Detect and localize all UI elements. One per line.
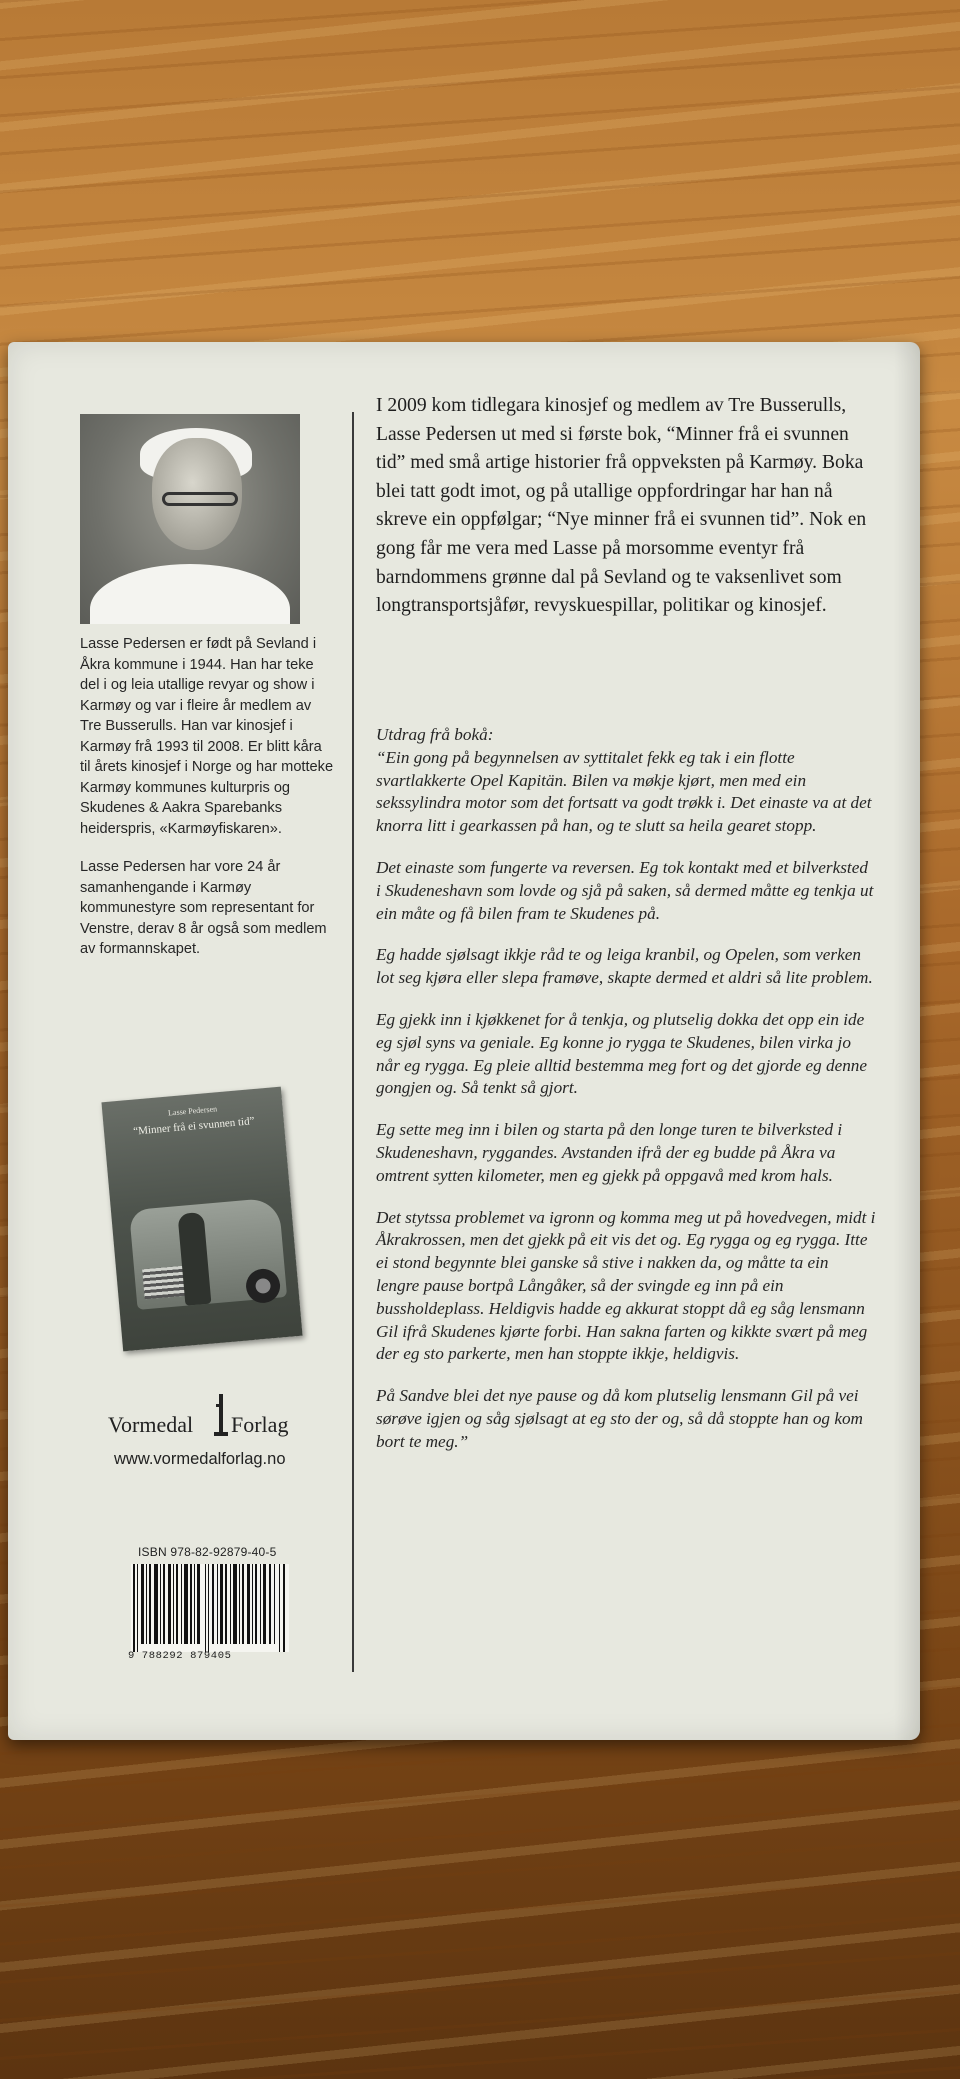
author-shirt	[90, 564, 290, 624]
book-intro: I 2009 kom tidlegara kinosjef og medlem av Tre Busserulls, Lasse Pedersen ut med si første bok, “Minner frå ei svunnen tid” med små artige historier frå oppveksten på Karmøy. Boka blei tatt godt imot, og på utallige oppfordringar har han nå skreve ein oppfølgar; “Nye minner frå ei svunnen tid”. Nok en gong får me vera med Lasse på morsomme eventyr frå barndommens grønne dal på Sevland og te vaksenlivet som longtransportsjåfør, revyskuespillar, politikar og kinosjef.	[376, 395, 867, 617]
isbn-label: ISBN 978-82-92879-40-5	[138, 1545, 277, 1559]
excerpt-heading: Utdrag frå bokå:	[376, 725, 494, 744]
author-bio	[80, 634, 335, 978]
book-back-cover	[8, 342, 920, 1740]
publisher-name-part-2: Forlag	[231, 1412, 289, 1437]
publisher-name-part-1: Vormedal	[108, 1412, 194, 1437]
excerpt-paragraph: Eg sette meg inn i bilen og starta på den longe turen te bilverksted i Skudeneshavn, ryggandes. Avstanden ifrå der eg budde på Åkra va omtrent sytten kilometer, men eg gjekk på oppgavå med krom hals.	[376, 1120, 843, 1185]
barcode-icon	[131, 1564, 289, 1652]
book-excerpt	[376, 724, 876, 1473]
author-glasses	[162, 492, 238, 506]
excerpt-paragraph: Det einaste som fungerte va reversen. Eg tok kontakt med et bilverksted i Skudeneshavn som lovde og sjå på saken, så dermed måtte eg tenkja ut ein måte og få bilen fram te Skudenes på.	[376, 857, 874, 923]
excerpt-paragraph: “Ein gong på begynnelsen av syttitalet fekk eg tak i ein flotte svartlakkerte Opel Kapitän. Bilen va møkje kjørt, men med ein sekssylindra motor som det fortsatt va godt trøkk i. Det einaste va at det knorra litt i gearkassen på han, og te slutt sa heila gearet stopp.	[376, 747, 872, 836]
publisher-logo	[108, 1402, 318, 1442]
column-divider	[352, 412, 354, 1672]
barcode-digits: 9 788292 879405	[128, 1650, 232, 1662]
publisher-mark-icon	[214, 1394, 228, 1438]
bio-paragraph-2: Lasse Pedersen har vore 24 år samanhengande i Karmøy kommunestyre som representant for Venstre, derav 8 år også som medlem av formannskapet.	[80, 859, 327, 957]
excerpt-paragraph: Det stytssa problemet va igronn og komma meg ut på hovedvegen, midt i Åkrakrossen, men det gjekk på eit vis det og. Eg rygga og eg rygga. Itte ei stond begynnte blei ganske så stive i nakken da, og måtte ta ein lengre pause bortpå Långåker, så der svingde eg inn på ein bussholdeplass. Heldigvis hadde eg akkurat stoppt då eg såg lensmann Gil ifrå Skudenes kjørte forbi. Han sakna farten og kikkte svært på meg der eg sto parkerte, men han stoppte ikkje, heldigvis.	[376, 1207, 876, 1364]
author-photo	[80, 414, 300, 624]
bio-paragraph-1: Lasse Pedersen er født på Sevland i Åkra kommune i 1944. Han har teke del i og leia utallige revyar og show i Karmøy og var i fleire år medlem av Tre Busserulls. Han var kinosjef i Karmøy frå 1993 til 2008. Er blitt kåra til årets kinosjef i Norge og har motteke Karmøy kommunes kulturpris og Skudenes & Aakra Sparebanks heiderspris, «Karmøyfiskaren».	[80, 636, 334, 837]
book-edge	[894, 342, 920, 1740]
excerpt-paragraph: Eg hadde sjølsagt ikkje råd te og leiga kranbil, og Opelen, som verken lot seg kjøra eller slepa framøve, skapte dermed et aldri så lite problem.	[376, 945, 873, 988]
previous-book-author: Lasse Pedersen	[167, 1104, 218, 1118]
previous-book-title: “Minner frå ei svunnen tid”	[132, 1115, 255, 1138]
excerpt-paragraph: På Sandve blei det nye pause og då kom plutselig lensmann Gil på vei sørøve igjen og såg sjølsagt at eg sto der og, så då stoppte han og kom bort te meg.”	[376, 1386, 863, 1451]
publisher-website: www.vormedalforlag.no	[114, 1450, 286, 1468]
previous-book-cover	[101, 1087, 302, 1352]
excerpt-paragraph: Eg gjekk inn i kjøkkenet for å tenkja, og plutselig dokka det opp ein ide eg sjøl syns va geniale. Eg konne jo rygga te Skudenes, bilen virka jo når eg rygga. Eg pleie alltid bestemma meg fort og det gjorde eg denne gongjen og. Så tenkt så gjort.	[376, 1009, 868, 1098]
